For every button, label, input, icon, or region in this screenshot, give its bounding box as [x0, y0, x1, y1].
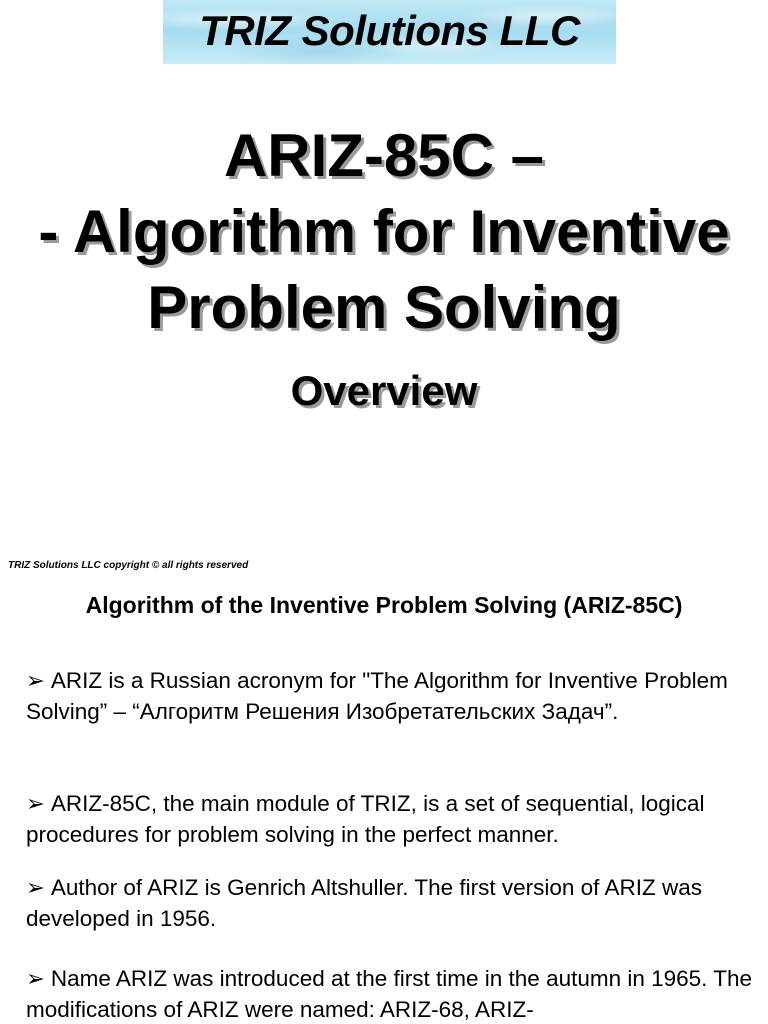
bullet-item — [26, 788, 761, 850]
overview-slide — [0, 580, 768, 1024]
title-line-1: ARIZ-85C – — [223, 122, 545, 189]
company-banner — [163, 0, 616, 64]
bullet-item — [26, 665, 761, 727]
company-name: TRIZ Solutions LLC — [199, 7, 580, 54]
arrow-bullet-icon: ➢ — [26, 668, 45, 693]
arrow-bullet-icon: ➢ — [26, 875, 45, 900]
presentation-title — [0, 118, 768, 346]
bullet-text: ARIZ-85C, the main module of TRIZ, is a set of sequential, logical procedures for problem solving in the perfect manner. — [26, 791, 705, 847]
bullet-text: Name ARIZ was introduced at the first time in the autumn in 1965. The modifications of ARIZ were named: ARIZ-68, ARIZ- — [26, 966, 753, 1022]
bullet-item — [26, 872, 761, 934]
title-line-2: - Algorithm for Inventive — [38, 198, 730, 265]
bullet-item — [26, 963, 761, 1024]
presentation-subtitle: Overview — [290, 367, 478, 414]
copyright-notice: TRIZ Solutions LLC copyright © all rights reserved — [8, 560, 249, 571]
arrow-bullet-icon: ➢ — [26, 966, 45, 991]
bullet-text: ARIZ is a Russian acronym for "The Algorithm for Inventive Problem Solving” – “Алгоритм Решения Изобретательских Задач”. — [26, 668, 728, 724]
title-line-3: Problem Solving — [147, 274, 621, 341]
arrow-bullet-icon: ➢ — [26, 791, 45, 816]
bullet-text: Author of ARIZ is Genrich Altshuller. The first version of ARIZ was developed in 1956. — [26, 875, 702, 931]
slide-heading: Algorithm of the Inventive Problem Solving (ARIZ-85C) — [85, 592, 683, 618]
